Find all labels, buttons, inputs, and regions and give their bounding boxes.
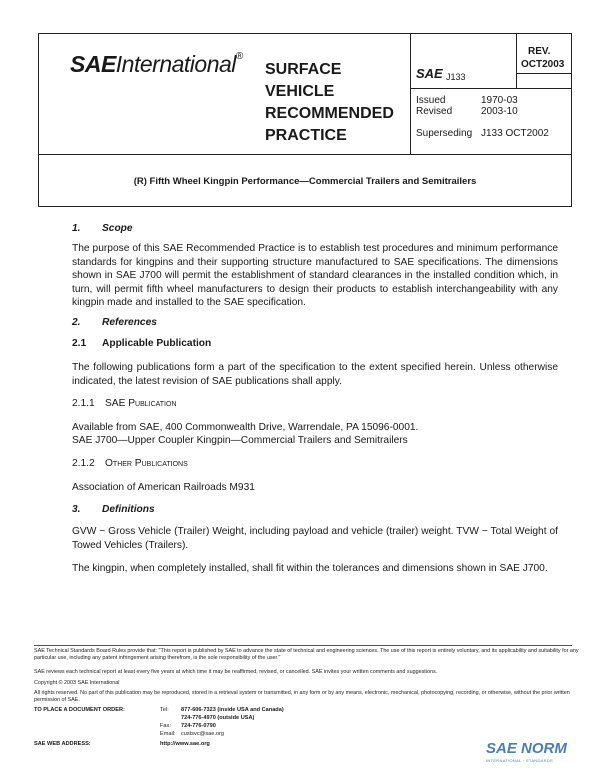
sae-norm-watermark xyxy=(486,740,567,763)
footer-rules-text: SAE Technical Standards Board Rules provide that: "This report is published by SAE to advance the state of technical and engineering sciences. The use of this report is entirely voluntary, and its applicability and suitability for any particular use, including any patent infringement arising therefrom, is the sole responsibility of the user." xyxy=(34,648,579,661)
definitions-paragraph: GVW − Gross Vehicle (Trailer) Weight, including payload and vehicle (trailer) weight. TVW − Total Weight of Towed Vehicles (Trailers). xyxy=(72,526,558,551)
revised-label: Revised xyxy=(416,106,453,117)
kingpin-paragraph: The kingpin, when completely installed, shall fit within the tolerances and dimensions shown in SAE J700. xyxy=(72,563,548,574)
section-heading-references xyxy=(72,316,558,330)
sae-international-logo xyxy=(70,51,243,78)
header-divider xyxy=(410,33,411,155)
tel-inside: 877-606-7323 (inside USA and Canada) xyxy=(181,707,284,713)
watermark-tagline: INTERNATIONAL · STANDARDS xyxy=(486,758,553,763)
other-publication-item: Association of American Railroads M931 xyxy=(72,482,255,493)
sae-publication-address: Available from SAE, 400 Commonwealth Drive, Warrendale, PA 15096-0001. xyxy=(72,422,419,433)
scope-paragraph: The purpose of this SAE Recommended Practice is to establish test procedures and minimum performance standards for kingpins and their supporting structure manufactured to SAE specifications. The dimensions shown in SAE J700 will permit the establishment of standard clearances in the installed condition which, in turn, will permit fifth wheel manufacturers to design their products to establish interchangeability with any kingpin made and installed to the SAE specification. xyxy=(72,243,558,308)
doc-type-line: VEHICLE xyxy=(265,83,335,100)
section-title: Definitions xyxy=(102,504,155,515)
section-number: 2. xyxy=(72,317,81,328)
doc-type-line: SURFACE xyxy=(265,61,342,78)
footer-rule xyxy=(34,645,572,646)
document-title: (R) Fifth Wheel Kingpin Performance—Commercial Trailers and Semitrailers xyxy=(133,176,477,187)
revised-value: 2003-10 xyxy=(481,106,518,117)
section-heading-other-publications xyxy=(72,457,558,471)
sae-publication-item: SAE J700—Upper Coupler Kingpin—Commercial Trailers and Semitrailers xyxy=(72,435,408,446)
logo-sae: SAE xyxy=(70,51,116,77)
footer-rights: All rights reserved. No part of this publication may be reproduced, stored in a retrieval system or transmitted, in any form or by any means, electronic, mechanical, photocopying, recording, or otherwise, without the prior written permission of SAE. xyxy=(34,690,570,703)
section-heading-scope xyxy=(72,222,558,236)
section-number: 3. xyxy=(72,504,81,515)
issued-value: 1970-03 xyxy=(481,95,518,106)
document-type xyxy=(265,59,394,147)
section-heading-definitions xyxy=(72,503,558,517)
superseding-label: Superseding xyxy=(416,128,473,139)
watermark-norm: SAE NORM xyxy=(486,740,567,757)
email-label: Email: xyxy=(160,731,176,737)
superseding-value: J133 OCT2002 xyxy=(481,128,549,139)
section-title: Applicable Publication xyxy=(102,338,212,349)
header-divider xyxy=(410,88,572,89)
sae-mark: SAE xyxy=(416,66,443,81)
email-link[interactable]: custsvc@sae.org xyxy=(181,731,224,737)
fax-number: 724-776-0790 xyxy=(181,723,216,729)
footer-copyright: Copyright © 2003 SAE International xyxy=(34,680,120,686)
rev-label: REV. xyxy=(528,46,551,57)
footer-review-text: SAE reviews each technical report at least every five years at which time it may be reaffirmed, revised, or cancelled. SAE invites your written comments and suggestions. xyxy=(34,669,438,675)
section-number: 2.1.2 xyxy=(72,458,95,469)
section-heading-applicable xyxy=(72,337,558,351)
web-link[interactable]: http://www.sae.org xyxy=(160,741,210,747)
doc-number: J133 xyxy=(446,72,466,82)
issued-label: Issued xyxy=(416,95,446,106)
rev-box-divider xyxy=(516,33,517,89)
section-title: Other Publications xyxy=(105,458,188,469)
order-label: TO PLACE A DOCUMENT ORDER: xyxy=(34,707,125,713)
rev-date: OCT2003 xyxy=(521,59,565,70)
tel-outside: 724-776-4970 (outside USA) xyxy=(181,715,255,721)
section-number: 2.1.1 xyxy=(72,398,95,409)
section-number: 1. xyxy=(72,223,81,234)
rev-box-divider xyxy=(516,73,572,74)
section-number: 2.1 xyxy=(72,338,87,349)
logo-trademark: ® xyxy=(235,51,243,62)
section-title: SAE Publication xyxy=(105,398,177,409)
applicable-paragraph: The following publications form a part of the specification to the extent specified herein. Unless otherwise indicated, the latest revision of SAE publications shall apply. xyxy=(72,362,558,387)
logo-international: International xyxy=(115,51,236,77)
doc-type-line: RECOMMENDED xyxy=(265,105,394,122)
fax-label: Fax: xyxy=(160,723,171,729)
web-label: SAE WEB ADDRESS: xyxy=(34,741,91,747)
section-title: References xyxy=(102,317,157,328)
section-heading-sae-publication xyxy=(72,397,558,411)
section-title: Scope xyxy=(102,223,133,234)
doc-type-line: PRACTICE xyxy=(265,127,347,144)
tel-label: Tel: xyxy=(160,707,169,713)
